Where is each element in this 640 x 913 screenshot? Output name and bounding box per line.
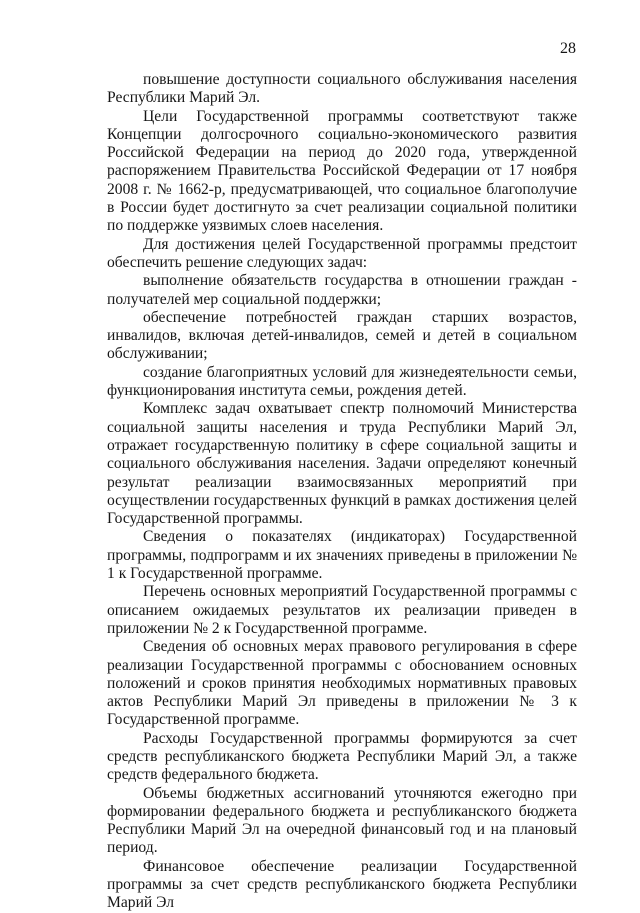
paragraph-activities-list: Перечень основных мероприятий Государственной программы с описанием ожидаемых результатов их реализации приведен в приложении № 2 к Государственной программе. xyxy=(107,583,577,637)
paragraph-task-scope: Комплекс задач охватывает спектр полномочий Министерства социальной защиты населения и труда Республики Марий Эл, отражает государственную политику в сфере социальной защиты и социального обслуживания населения. Задачи определяют конечный результат реализации взаимосвязанных мероприятий при осуществлении государственных функций в рамках достижения целей Государственной программы. xyxy=(107,400,577,528)
task-item-needs: обеспечение потребностей граждан старших возрастов, инвалидов, включая детей-инвалидов, семей и детей в социальном обслуживании; xyxy=(107,308,577,363)
page-number: 28 xyxy=(560,40,576,57)
paragraph-financing: Финансовое обеспечение реализации Государственной программы за счет средств республиканского бюджета Республики Марий Эл xyxy=(107,857,577,912)
paragraph-tasks-intro: Для достижения целей Государственной программы предстоит обеспечить решение следующих задач: xyxy=(107,235,577,271)
task-item-family-conditions: создание благоприятных условий для жизнедеятельности семьи, функционирования института семьи, рождения детей. xyxy=(107,363,577,400)
paragraph-access-improvement: повышение доступности социального обслуживания населения Республики Марий Эл. xyxy=(107,71,577,107)
paragraph-indicators: Сведения о показателях (индикаторах) Государственной программы, подпрограмм и их значениях приведены в приложении № 1 к Государственной программе. xyxy=(107,528,577,583)
paragraph-budget-allocations: Объемы бюджетных ассигнований уточняются ежегодно при формировании федерального бюджета и республиканского бюджета Республики Марий Эл на очередной финансовый год и на плановый период. xyxy=(107,784,577,857)
paragraph-expenses: Расходы Государственной программы формируются за счет средств республиканского бюджета Республики Марий Эл, а также средств федерального бюджета. xyxy=(107,729,577,784)
paragraph-legal-regulation: Сведения об основных мерах правового регулирования в сфере реализации Государственной программы с обоснованием основных положений и сроков принятия необходимых нормативных правовых актов Республики Марий Эл приведены в приложении № 3 к Государственной программе. xyxy=(107,638,577,729)
paragraph-program-goals: Цели Государственной программы соответствуют также Концепции долгосрочного социально-экономического развития Российской Федерации на период до 2020 года, утвержденной распоряжением Правительства Российской Федерации от 17 ноября 2008 г. № 1662-р, предусматривающей, что социальное благополучие в России будет достигнуто за счет реализации социальной политики по поддержке уязвимых слоев населения. xyxy=(107,107,577,235)
task-item-obligations: выполнение обязательств государства в отношении граждан - получателей мер социальной поддержки; xyxy=(107,272,577,308)
document-body xyxy=(107,71,577,913)
